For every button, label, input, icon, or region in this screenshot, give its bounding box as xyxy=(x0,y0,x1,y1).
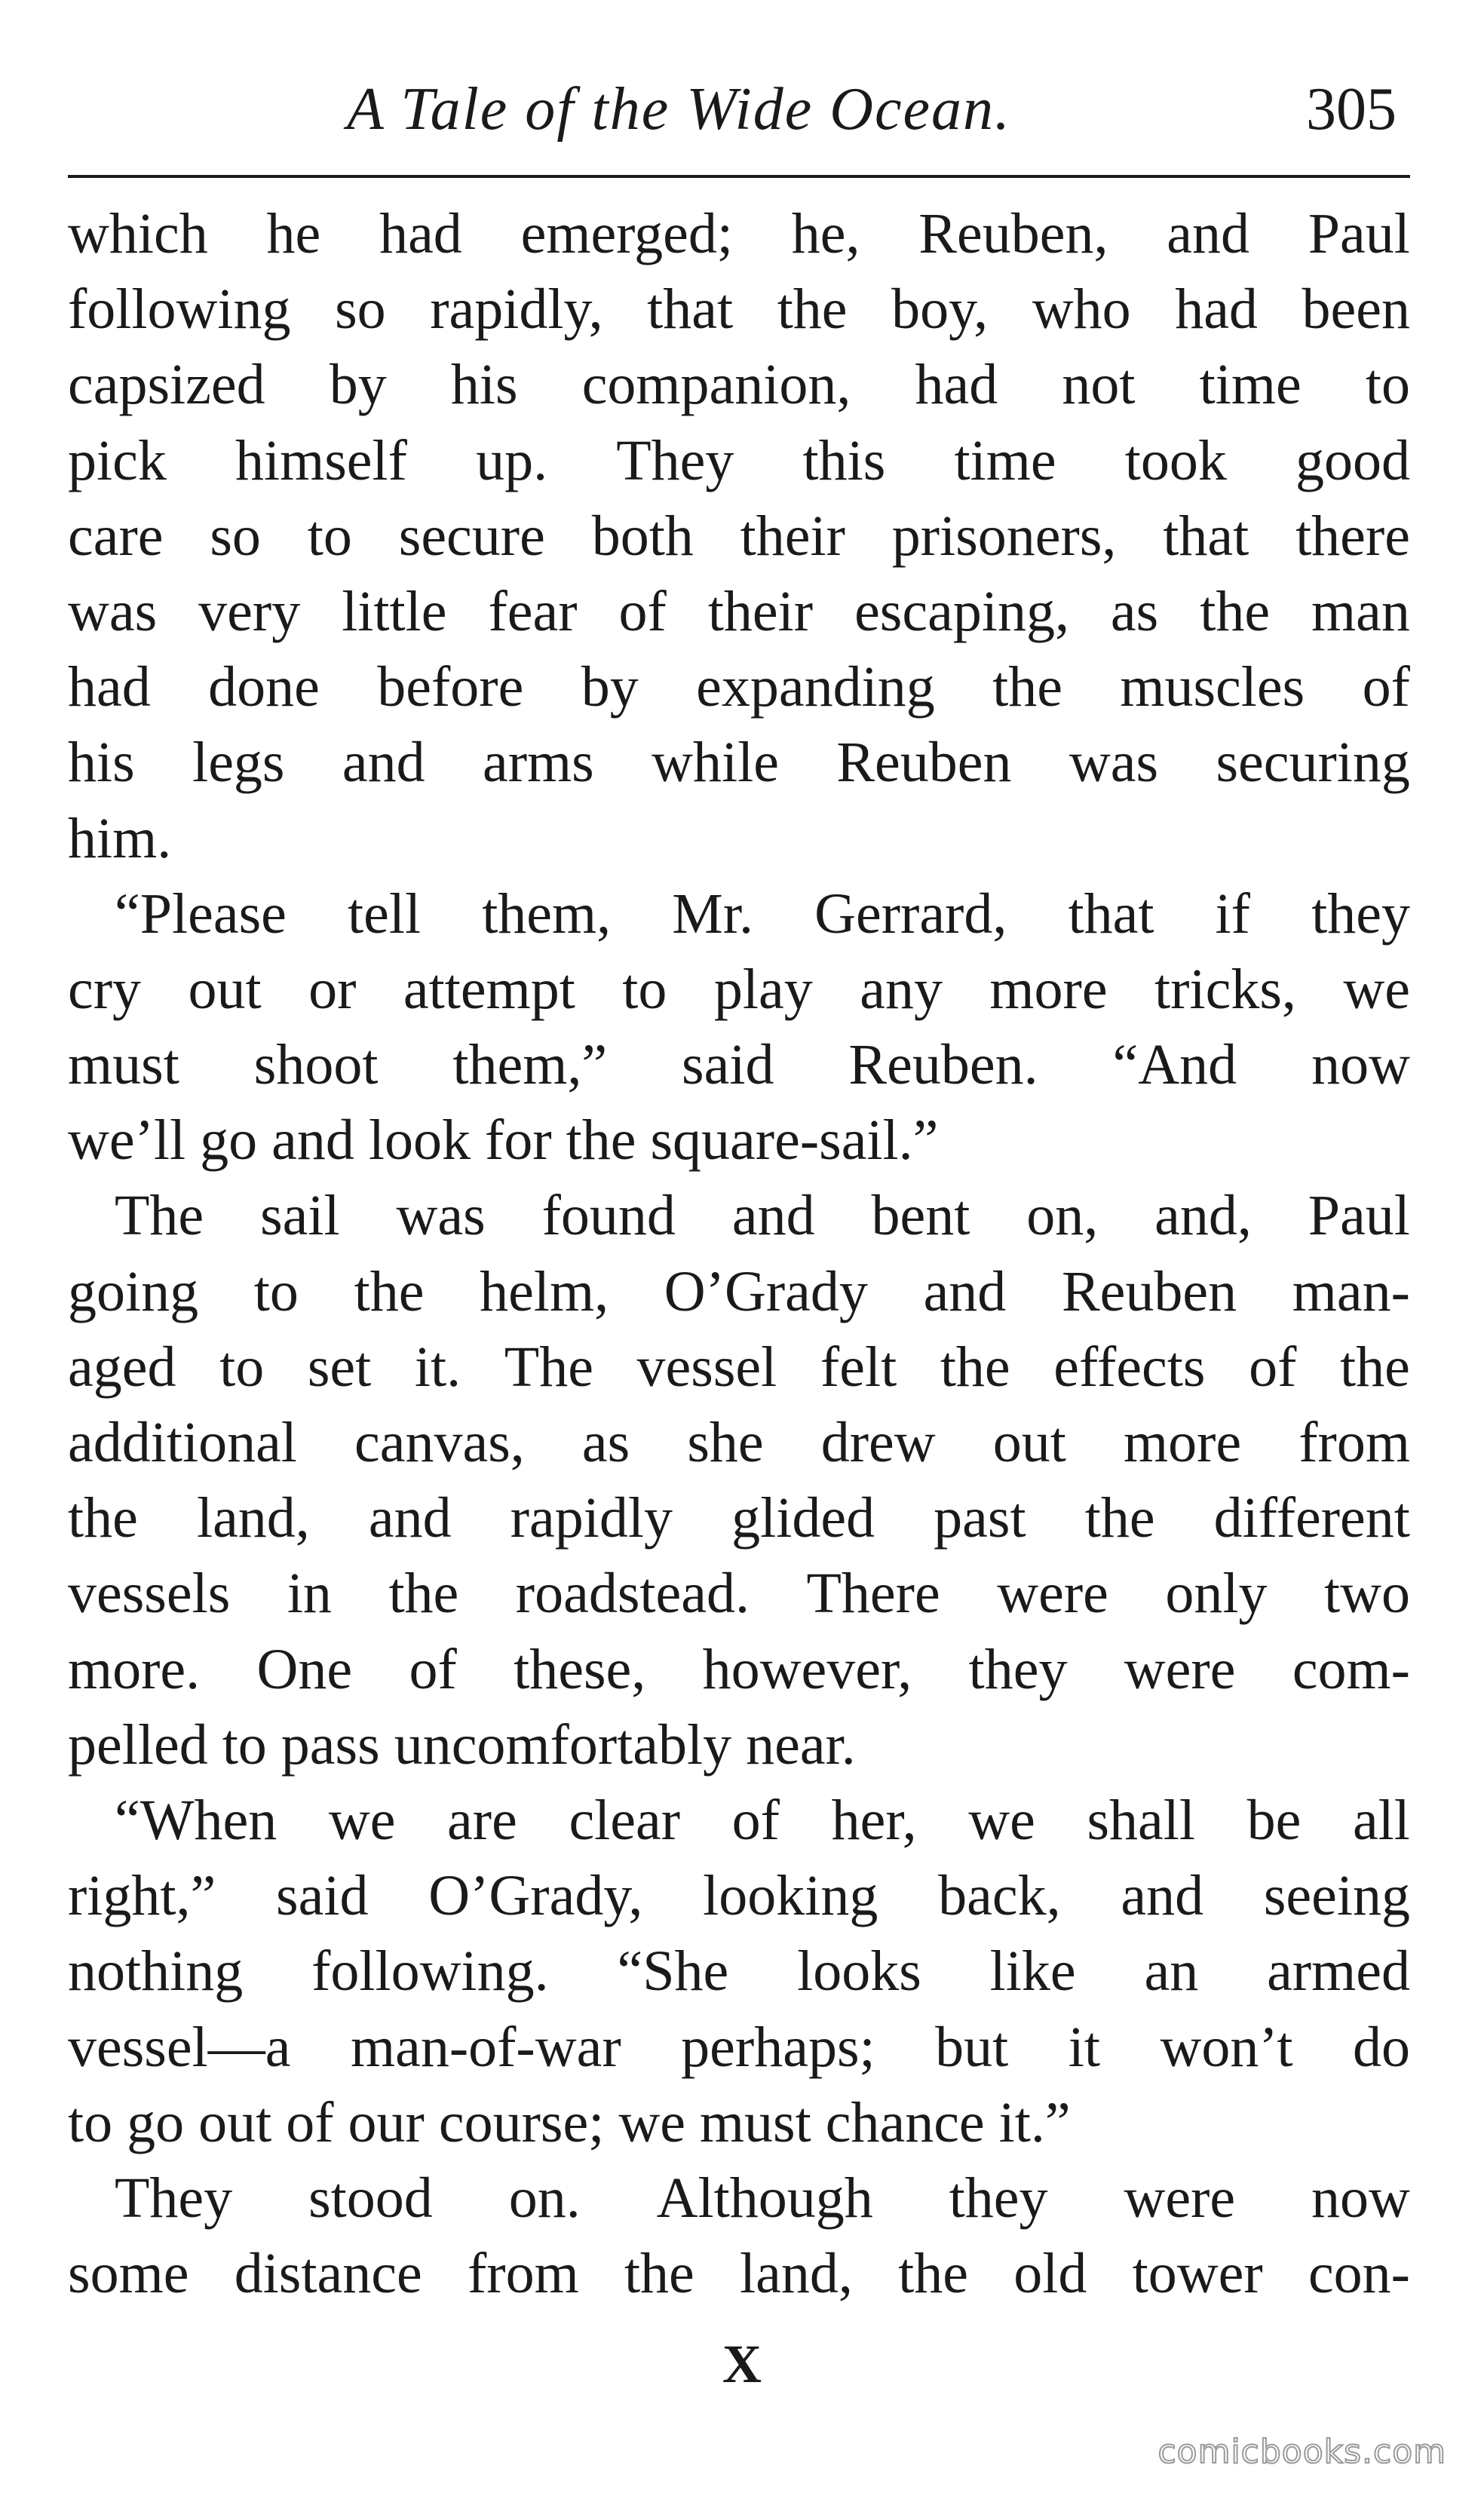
word: perhaps; xyxy=(681,2015,875,2079)
word: the xyxy=(1340,1335,1410,1399)
word: prisoners, xyxy=(891,504,1117,568)
word: back, xyxy=(938,1864,1061,1928)
word: helm, xyxy=(480,1259,609,1323)
word: following. xyxy=(311,1939,549,2004)
word: the xyxy=(1084,1486,1155,1550)
word: clear xyxy=(569,1788,681,1852)
word: only xyxy=(1165,1562,1268,1626)
word: Reuben. xyxy=(848,1033,1038,1097)
word: as xyxy=(581,1411,630,1474)
word: who xyxy=(1032,277,1131,342)
word: but xyxy=(935,2015,1009,2079)
word: two xyxy=(1324,1562,1410,1626)
word: some xyxy=(68,2242,189,2306)
word: muscles xyxy=(1120,655,1305,719)
word: and, xyxy=(1154,1184,1252,1248)
word: boy, xyxy=(891,277,989,342)
word: and xyxy=(923,1259,1007,1323)
word: vessel xyxy=(636,1335,777,1399)
word: O’Grady xyxy=(664,1259,868,1323)
word: vessels xyxy=(68,1562,231,1626)
word: that xyxy=(1163,504,1249,568)
text-line xyxy=(68,2160,1410,2236)
word: their xyxy=(740,504,845,568)
text-line xyxy=(68,1027,1410,1102)
word: won’t xyxy=(1160,2015,1293,2079)
word: the xyxy=(624,2242,694,2306)
text-line: him. xyxy=(68,806,172,870)
text-line xyxy=(68,1405,1410,1480)
word: stood xyxy=(308,2166,433,2230)
word: the xyxy=(354,1259,425,1323)
word: rapidly xyxy=(510,1486,673,1550)
page-number: 305 xyxy=(1306,76,1397,143)
word: They xyxy=(616,428,734,492)
word: done xyxy=(208,655,320,719)
word: right,” xyxy=(68,1864,216,1928)
word: himself xyxy=(235,428,407,492)
word: they xyxy=(968,1637,1068,1701)
word: pick xyxy=(68,428,167,492)
word: Mr. xyxy=(672,882,753,946)
word: of xyxy=(731,1788,780,1852)
word: Paul xyxy=(1308,202,1410,265)
text-line xyxy=(68,1632,1410,1707)
text-line xyxy=(68,574,1410,649)
word: that xyxy=(647,277,734,342)
word: was xyxy=(1069,731,1159,795)
word: vessel—a xyxy=(68,2015,291,2079)
word: up. xyxy=(476,428,548,492)
word: them,” xyxy=(452,1033,608,1097)
text-line xyxy=(68,271,1410,347)
word: found xyxy=(541,1184,676,1248)
word: had xyxy=(379,202,462,265)
word: con- xyxy=(1308,2242,1410,2306)
word: com- xyxy=(1292,1637,1410,1701)
word: tricks, xyxy=(1154,957,1296,1021)
word: if xyxy=(1215,882,1250,946)
word: distance xyxy=(234,2242,422,2306)
word: had xyxy=(915,353,998,417)
word: One xyxy=(256,1637,353,1701)
text-line xyxy=(68,1329,1410,1405)
word: of xyxy=(1362,655,1410,719)
word: nothing xyxy=(68,1939,244,2004)
word: seeing xyxy=(1263,1864,1410,1928)
word: from xyxy=(1298,1411,1410,1474)
word: now xyxy=(1311,1033,1410,1097)
word: canvas, xyxy=(354,1411,525,1474)
word: There xyxy=(806,1562,940,1626)
word: said xyxy=(682,1033,774,1097)
word: escaping, xyxy=(854,579,1069,643)
word: different xyxy=(1213,1486,1410,1550)
word: “She xyxy=(617,1939,729,2004)
word: to xyxy=(253,1259,299,1323)
word: out xyxy=(188,957,262,1021)
word: the xyxy=(1200,579,1271,643)
word: O’Grady, xyxy=(428,1864,643,1928)
running-head xyxy=(68,68,1410,151)
word: aged xyxy=(68,1335,176,1399)
word: cry xyxy=(68,957,142,1021)
word: secure xyxy=(398,504,545,568)
word: Gerrard, xyxy=(814,882,1007,946)
word: so xyxy=(335,277,386,342)
word: by xyxy=(329,353,387,417)
word: to xyxy=(622,957,667,1021)
word: time xyxy=(1199,353,1302,417)
word: fear xyxy=(488,579,578,643)
word: she xyxy=(687,1411,764,1474)
word: we xyxy=(1343,957,1410,1021)
word: play xyxy=(713,957,813,1021)
word: “When xyxy=(115,1788,277,1852)
word: drew xyxy=(820,1411,936,1474)
word: tell xyxy=(348,882,422,946)
text-line xyxy=(68,1783,1410,1858)
word: Reuben, xyxy=(918,202,1108,265)
word: are xyxy=(447,1788,517,1852)
word: time xyxy=(954,428,1056,492)
word: additional xyxy=(68,1411,297,1474)
word: They xyxy=(115,2166,233,2230)
word: tower xyxy=(1132,2242,1263,2306)
word: said xyxy=(276,1864,369,1928)
word: looking xyxy=(703,1864,878,1928)
word: good xyxy=(1295,428,1410,492)
word: be xyxy=(1246,1788,1302,1852)
word: bent xyxy=(871,1184,970,1248)
word: and xyxy=(368,1486,452,1550)
text-line xyxy=(68,1178,1410,1253)
word: of xyxy=(1249,1335,1297,1399)
word: before xyxy=(377,655,524,719)
text-line xyxy=(68,1858,1410,1933)
word: by xyxy=(581,655,639,719)
word: “Please xyxy=(115,882,287,946)
word: out xyxy=(992,1411,1066,1474)
word: to xyxy=(219,1335,265,1399)
word: all xyxy=(1352,1788,1410,1852)
text-line xyxy=(68,347,1410,422)
word: from xyxy=(467,2242,579,2306)
word: on, xyxy=(1026,1184,1099,1248)
word: were xyxy=(1124,2166,1236,2230)
word: shall xyxy=(1087,1788,1195,1852)
word: capsized xyxy=(68,353,265,417)
word: so xyxy=(210,504,261,568)
word: going xyxy=(68,1259,199,1323)
text-line xyxy=(68,1556,1410,1631)
word: this xyxy=(802,428,886,492)
word: or xyxy=(308,957,357,1021)
text-line xyxy=(68,649,1410,725)
word: both xyxy=(591,504,694,568)
running-title: A Tale of the Wide Ocean. xyxy=(347,76,1012,143)
word: the xyxy=(898,2242,969,2306)
word: rapidly, xyxy=(430,277,603,342)
word: their xyxy=(707,579,814,643)
word: in xyxy=(287,1562,332,1626)
word: and xyxy=(1167,202,1249,265)
word: her, xyxy=(831,1788,917,1852)
word: “And xyxy=(1112,1033,1237,1097)
word: these, xyxy=(514,1637,646,1701)
word: the xyxy=(940,1335,1010,1399)
word: his xyxy=(68,731,135,795)
text-line xyxy=(68,498,1410,574)
word: had xyxy=(1175,277,1258,342)
text-line xyxy=(68,423,1410,498)
word: however, xyxy=(702,1637,912,1701)
word: felt xyxy=(820,1335,897,1399)
word: old xyxy=(1013,2242,1087,2306)
word: the xyxy=(777,277,848,342)
text-line xyxy=(68,196,1410,271)
word: must xyxy=(68,1033,179,1097)
word: more xyxy=(1123,1411,1242,1474)
word: past xyxy=(934,1486,1026,1550)
word: the xyxy=(388,1562,459,1626)
word: was xyxy=(396,1184,486,1248)
text-line xyxy=(68,725,1410,800)
word: looks xyxy=(797,1939,921,2004)
word: following xyxy=(68,277,291,342)
word: while xyxy=(652,731,779,795)
word: had xyxy=(68,655,151,719)
word: on. xyxy=(508,2166,581,2230)
word: more xyxy=(989,957,1108,1021)
word: Paul xyxy=(1308,1184,1410,1248)
word: he xyxy=(266,202,321,265)
word: and xyxy=(342,731,425,795)
word: they xyxy=(1311,882,1410,946)
word: like xyxy=(989,1939,1076,2004)
word: to xyxy=(1365,353,1410,417)
body-text xyxy=(68,196,1410,2311)
text-line xyxy=(68,1254,1410,1329)
word: expanding xyxy=(696,655,935,719)
word: emerged; xyxy=(520,202,733,265)
word: effects xyxy=(1053,1335,1206,1399)
word: he, xyxy=(791,202,860,265)
word: we xyxy=(968,1788,1035,1852)
word: securing xyxy=(1216,731,1410,795)
text-line: to go out of our course; we must chance it.” xyxy=(68,2090,1071,2154)
word: them, xyxy=(482,882,612,946)
text-line xyxy=(68,952,1410,1027)
word: little xyxy=(342,579,447,643)
word: companion, xyxy=(581,353,851,417)
word: set xyxy=(307,1335,372,1399)
word: legs xyxy=(192,731,285,795)
word: his xyxy=(450,353,518,417)
word: they xyxy=(949,2166,1048,2230)
word: were xyxy=(997,1562,1108,1626)
word: of xyxy=(409,1637,457,1701)
header-rule xyxy=(68,175,1410,178)
word: and xyxy=(731,1184,815,1248)
word: it xyxy=(1068,2015,1100,2079)
word: Reuben xyxy=(836,731,1012,795)
word: roadstead. xyxy=(515,1562,750,1626)
word: very xyxy=(198,579,301,643)
word: more. xyxy=(68,1637,201,1701)
word: land, xyxy=(196,1486,310,1550)
word: it. xyxy=(414,1335,461,1399)
word: been xyxy=(1302,277,1410,342)
watermark: comicbooks.com xyxy=(1157,2433,1446,2471)
word: an xyxy=(1144,1939,1199,2004)
text-line xyxy=(68,2236,1410,2311)
word: do xyxy=(1352,2015,1410,2079)
signature-mark: X xyxy=(722,2334,762,2394)
word: man-of-war xyxy=(350,2015,621,2079)
word: man- xyxy=(1292,1259,1410,1323)
word: of xyxy=(618,579,667,643)
word: attempt xyxy=(403,957,575,1021)
word: now xyxy=(1311,2166,1410,2230)
word: as xyxy=(1110,579,1159,643)
text-line: pelled to pass uncomfortably near. xyxy=(68,1712,856,1777)
text-line xyxy=(68,2010,1410,2085)
word: was xyxy=(68,579,158,643)
word: The xyxy=(504,1335,593,1399)
text-line xyxy=(68,1480,1410,1556)
text-line xyxy=(68,1933,1410,2009)
word: arms xyxy=(483,731,594,795)
word: Reuben xyxy=(1061,1259,1237,1323)
text-line xyxy=(68,876,1410,952)
text-line: we’ll go and look for the square-sail.” xyxy=(68,1108,939,1173)
word: and xyxy=(1121,1864,1204,1928)
word: The xyxy=(115,1184,204,1248)
word: shoot xyxy=(253,1033,379,1097)
word: we xyxy=(328,1788,396,1852)
word: man xyxy=(1311,579,1410,643)
word: there xyxy=(1295,504,1410,568)
word: which xyxy=(68,202,208,265)
word: took xyxy=(1124,428,1227,492)
word: the xyxy=(992,655,1062,719)
word: glided xyxy=(731,1486,875,1550)
word: sail xyxy=(260,1184,340,1248)
word: that xyxy=(1068,882,1154,946)
word: the xyxy=(68,1486,138,1550)
word: to xyxy=(307,504,352,568)
word: armed xyxy=(1267,1939,1410,2004)
word: any xyxy=(860,957,943,1021)
word: land, xyxy=(740,2242,853,2306)
word: were xyxy=(1124,1637,1236,1701)
word: not xyxy=(1062,353,1136,417)
word: Although xyxy=(656,2166,873,2230)
word: care xyxy=(68,504,164,568)
